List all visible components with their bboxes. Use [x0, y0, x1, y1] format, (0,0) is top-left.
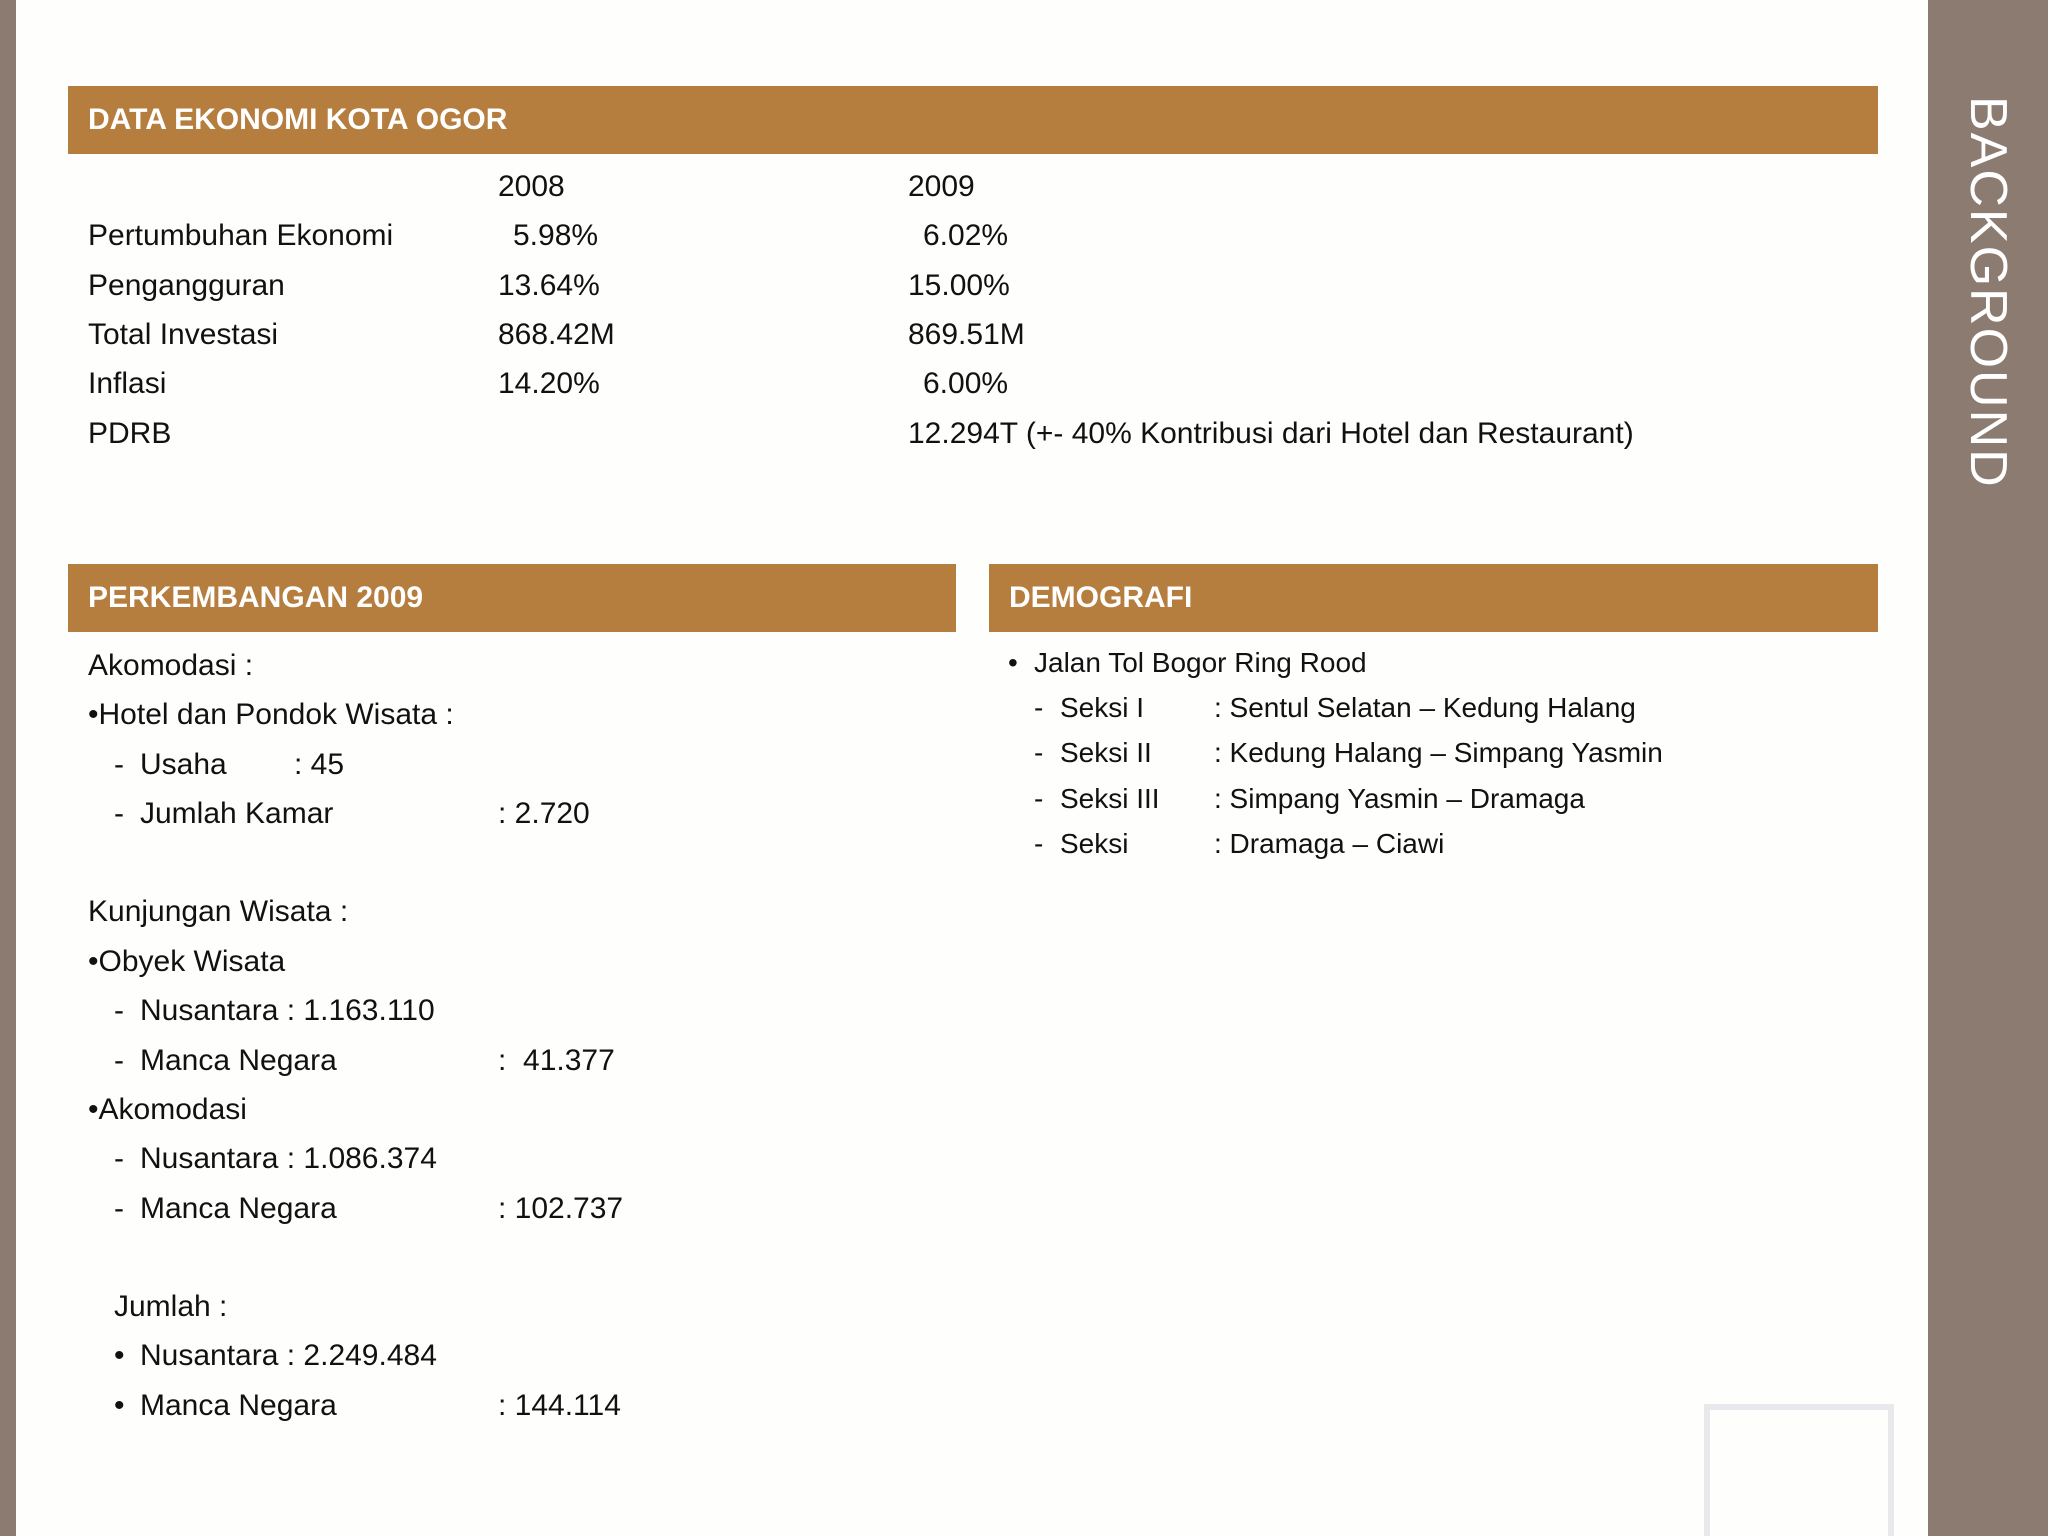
seksi-route: : Kedung Halang – Simpang Yasmin	[1214, 737, 1663, 768]
seksi-route: : Simpang Yasmin – Dramaga	[1214, 783, 1585, 814]
dash-icon: -	[1034, 783, 1044, 814]
obyek-manca-value: : 41.377	[498, 1044, 615, 1077]
row-value-2008: 868.42M	[498, 318, 615, 351]
akomodasi2-title: Akomodasi	[98, 1093, 247, 1126]
jumlah-title: Jumlah :	[114, 1290, 228, 1323]
akomodasi2-bullet	[88, 1092, 247, 1128]
dash-icon: -	[1034, 737, 1044, 768]
seksi-name: Seksi II	[1060, 737, 1152, 768]
side-title: BACKGROUND	[1959, 96, 2017, 489]
jumlah-manca-label: Manca Negara	[140, 1389, 337, 1422]
decorative-frame	[1704, 1404, 1894, 1536]
row-value-2008: 5.98%	[513, 219, 599, 252]
seksi-name: Seksi I	[1060, 692, 1145, 723]
row-value-2008: 13.64%	[498, 269, 600, 302]
row-label: PDRB	[88, 417, 172, 450]
bullet-icon: •	[114, 1339, 125, 1372]
seksi-route: : Sentul Selatan – Kedung Halang	[1214, 692, 1636, 723]
row-value-2009: 6.02%	[923, 219, 1009, 252]
seksi-name: Seksi III	[1060, 783, 1160, 814]
seksi-name: Seksi	[1060, 828, 1129, 859]
dash-icon: -	[114, 748, 124, 781]
row-value-2009: 12.294T (+- 40% Kontribusi dari Hotel dan Restaurant)	[908, 417, 1634, 450]
bullet-icon: •	[88, 698, 99, 731]
demografi-bullet: Jalan Tol Bogor Ring Rood	[1034, 647, 1367, 678]
dash-icon: -	[1034, 828, 1044, 859]
perkembangan-header: PERKEMBANGAN 2009	[68, 564, 956, 632]
row-value-2009: 6.00%	[923, 367, 1009, 400]
row-label: Pengangguran	[88, 269, 285, 302]
row-label: Inflasi	[88, 367, 167, 400]
obyek-title: Obyek Wisata	[98, 945, 286, 978]
row-value-2009: 869.51M	[908, 318, 1025, 351]
dash-icon: -	[114, 994, 124, 1027]
dash-icon: -	[114, 1192, 124, 1225]
obyek-bullet	[88, 944, 285, 980]
seksi-route: : Dramaga – Ciawi	[1214, 828, 1445, 859]
kamar-value: : 2.720	[498, 797, 590, 830]
bullet-icon: •	[1008, 647, 1018, 678]
ako-manca-value: : 102.737	[498, 1192, 624, 1225]
bullet-icon: •	[88, 945, 99, 978]
dash-icon: -	[1034, 692, 1044, 723]
akomodasi-title: Akomodasi :	[88, 649, 254, 682]
year-2008: 2008	[498, 170, 565, 203]
obyek-manca-label: Manca Negara	[140, 1044, 337, 1077]
usaha-label: Usaha	[140, 748, 227, 781]
usaha-value: : 45	[294, 748, 345, 781]
economy-header: DATA EKONOMI KOTA OGOR	[68, 86, 1878, 154]
kunjungan-title: Kunjungan Wisata :	[88, 895, 349, 928]
ako-nusantara: Nusantara : 1.086.374	[140, 1142, 437, 1175]
obyek-nusantara: Nusantara : 1.163.110	[140, 994, 435, 1027]
left-accent-bar	[0, 0, 16, 1536]
row-value-2008: 14.20%	[498, 367, 600, 400]
bullet-icon: •	[88, 1093, 99, 1126]
kamar-label: Jumlah Kamar	[140, 797, 334, 830]
jumlah-nusantara: Nusantara : 2.249.484	[140, 1339, 437, 1372]
dash-icon: -	[114, 1044, 124, 1077]
year-2009: 2009	[908, 170, 975, 203]
hotel-bullet	[88, 697, 454, 733]
row-label: Total Investasi	[88, 318, 279, 351]
ako-manca-label: Manca Negara	[140, 1192, 337, 1225]
demografi-header: DEMOGRAFI	[989, 564, 1878, 632]
row-label: Pertumbuhan Ekonomi	[88, 219, 394, 252]
dash-icon: -	[114, 797, 124, 830]
hotel-title: Hotel dan Pondok Wisata :	[98, 698, 454, 731]
jumlah-manca-value: : 144.114	[498, 1389, 621, 1422]
bullet-icon: •	[114, 1389, 125, 1422]
dash-icon: -	[114, 1142, 124, 1175]
row-value-2009: 15.00%	[908, 269, 1010, 302]
